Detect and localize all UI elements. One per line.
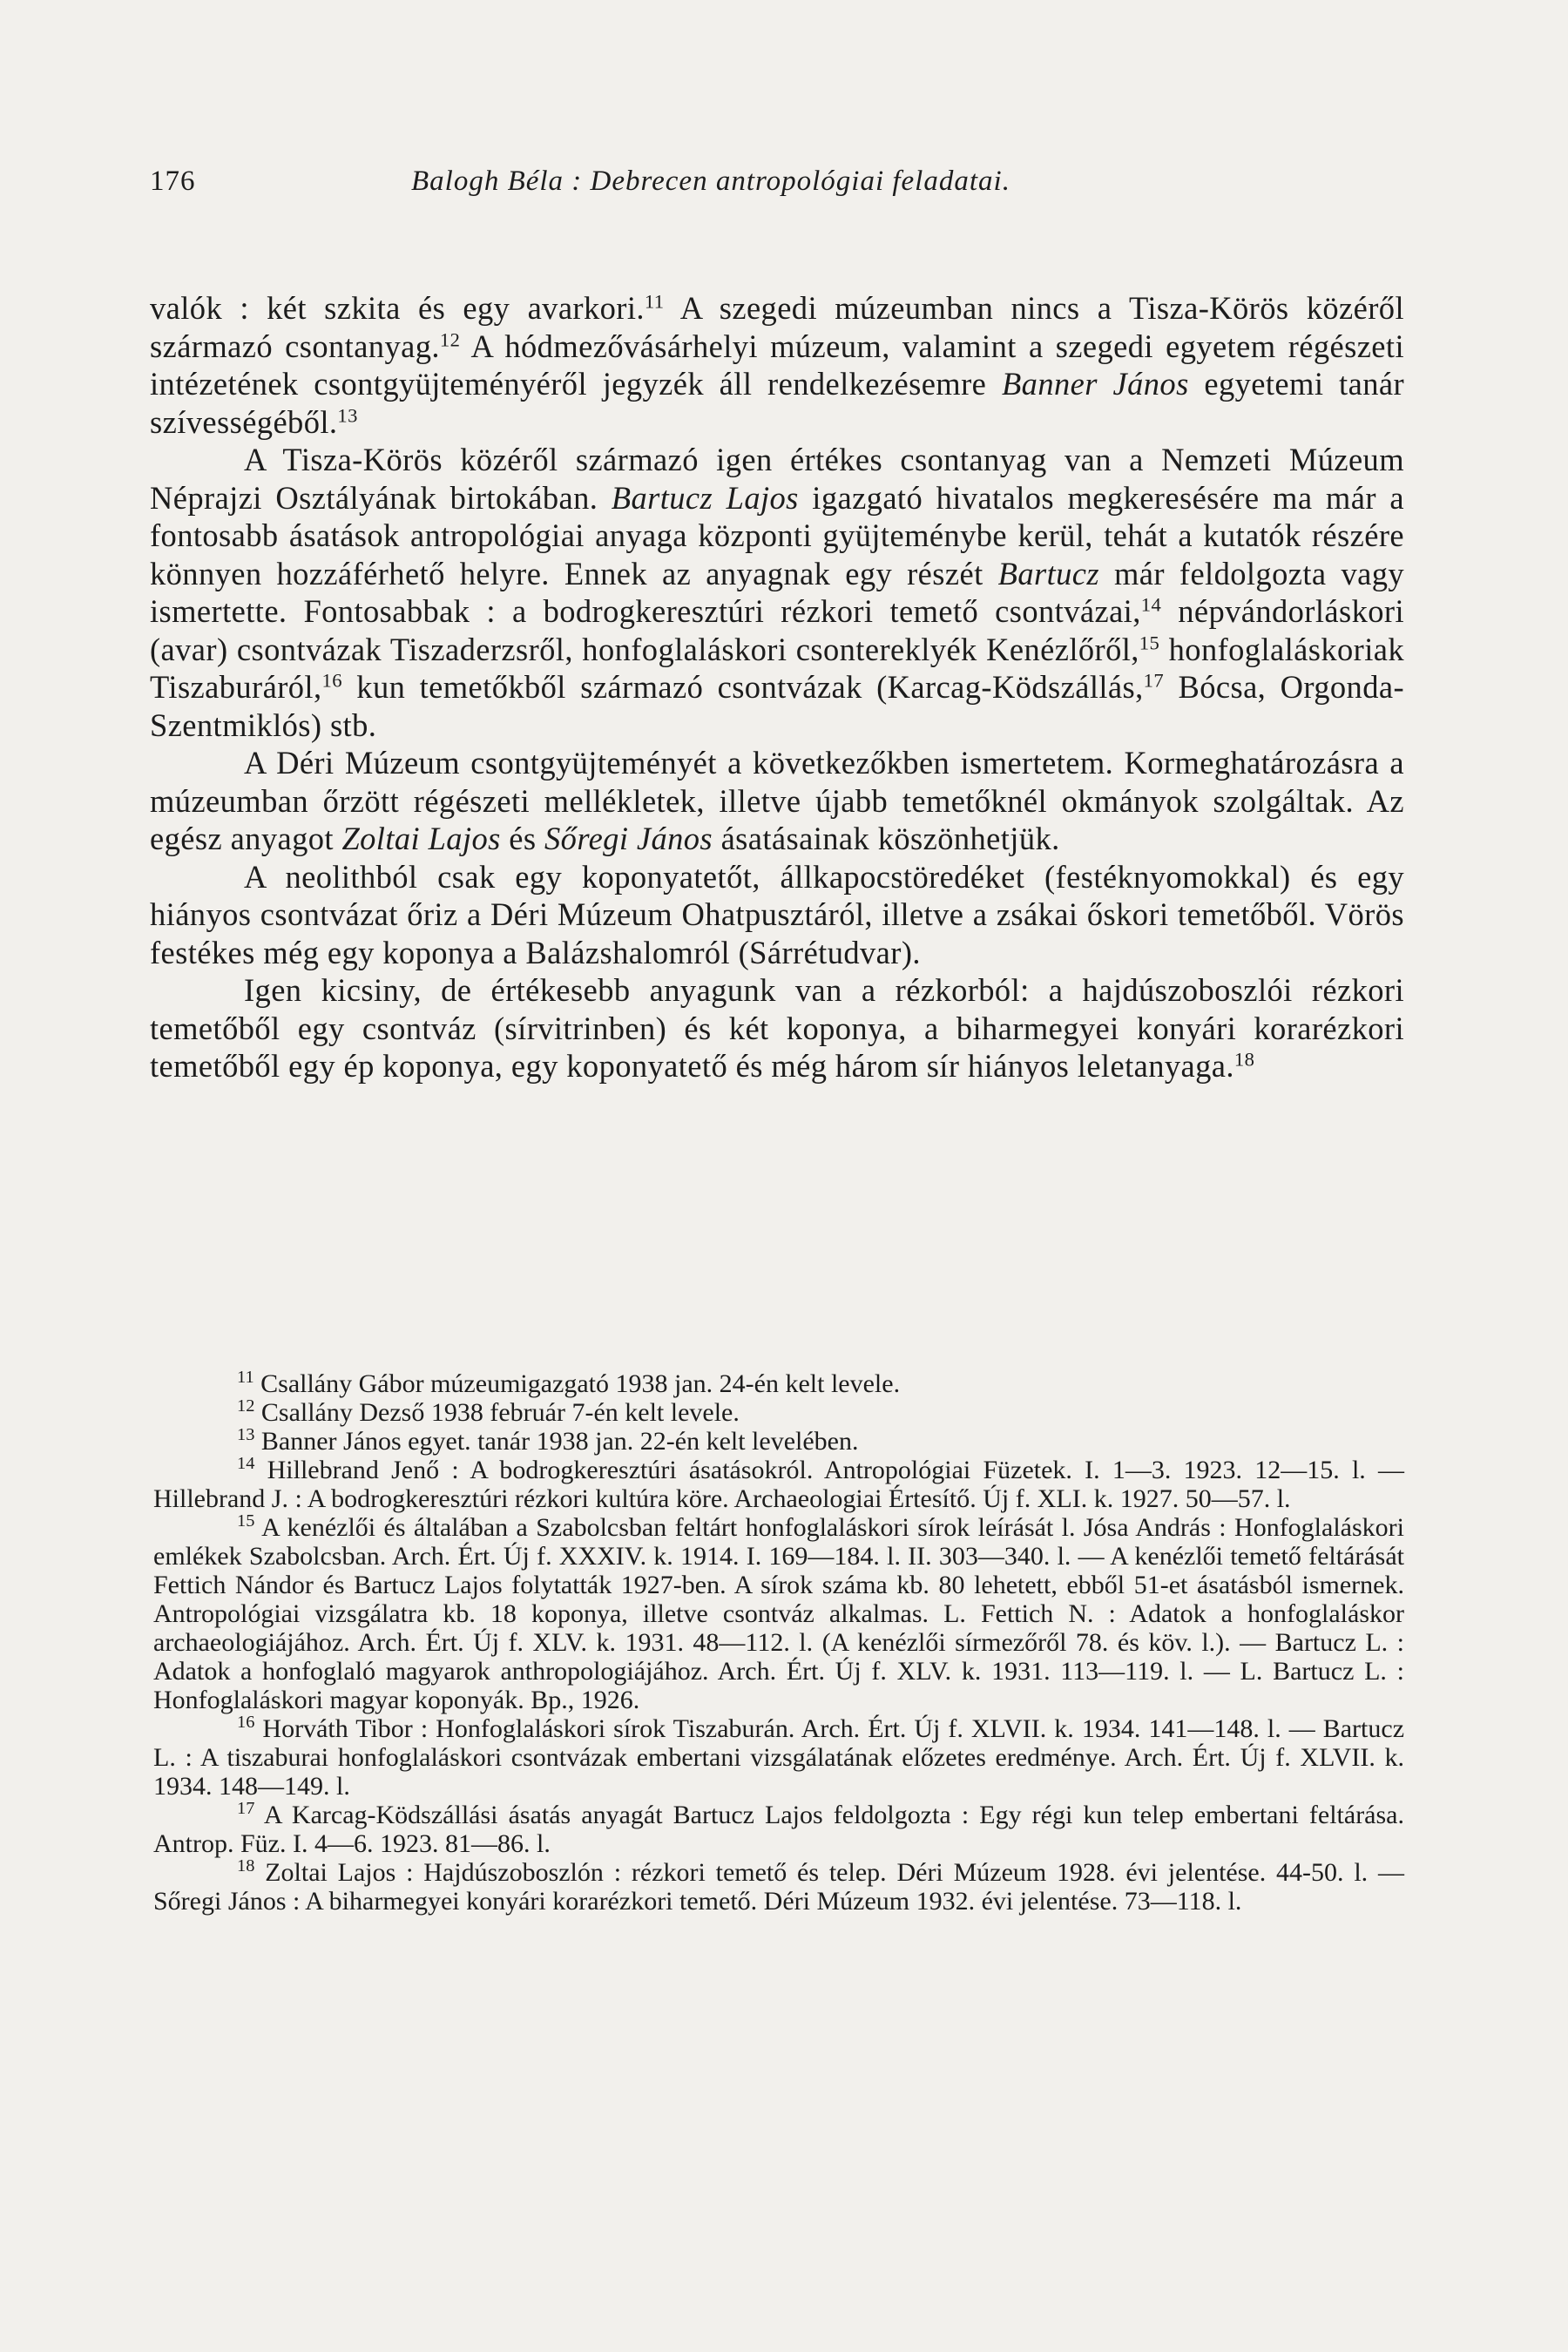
footnote-text: Horváth Tibor : Honfoglaláskori sírok Tiszaburán. Arch. Ért. Új f. XLVII. k. 1934. 141—148. l. — Bartucz L. : A tiszaburai honfoglaláskori csontvázak embertani vizsgálatának előzetes eredménye. Arch. Ért. Új f. XLVII. k. 1934. 148—149. l.: [153, 1714, 1405, 1801]
footnote-ref: 15: [1139, 632, 1160, 654]
text-run: honfoglaláskoriak Tiszaburáról,: [150, 631, 1404, 705]
page-header: [150, 166, 1413, 209]
footnote-text: A Karcag-Ködszállási ásatás anyagát Bartucz Lajos feldolgozta : Egy régi kun telep embertani feltárása. Antrop. Füz. I. 4—6. 1923. 81—86. l.: [153, 1801, 1404, 1858]
text-run: Igen kicsiny, de értékesebb anyagunk van a rézkorból: a hajdúszoboszlói rézkori temetőből egy csontváz (sírvitrinben) és két koponya, a biharmegyei konyári korarézkori temetőből egy ép koponya, egy koponyatető és még három sír hiányos leletanyaga.: [150, 972, 1404, 1084]
paragraph: [150, 971, 1404, 1085]
paragraph: A neolithból csak egy koponyatetőt, állkapocstöredéket (festéknyomokkal) és egy hiányos csontvázat őriz a Déri Múzeum Ohatpusztáról, illetve a zsákai őskori temetőből. Vörös festékes még egy koponya a Balázshalomról (Sárrétudvar).: [150, 858, 1404, 970]
footnote-text: Csallány Dezső 1938 február 7-én kelt levele.: [260, 1398, 740, 1427]
footnote-ref: 13: [337, 404, 358, 427]
text-run: A Tisza-Körös közéről származó igen értékes csontanyag van a Nemzeti Múzeum Néprajzi Osztályának birtokában.: [150, 442, 1404, 516]
footnote-text: Banner János egyet. tanár 1938 jan. 22-én kelt levelében.: [260, 1427, 859, 1456]
footnote-number: 18: [237, 1855, 255, 1876]
footnote-number: 13: [237, 1424, 255, 1444]
text-run: A hódmezővásárhelyi múzeum, valamint a szegedi egyetem régészeti intézetének csontgyüjteményéről jegyzék áll rendelkezésemre: [150, 328, 1404, 402]
footnote: [153, 1453, 1405, 1513]
person-name: Banner János: [1001, 366, 1189, 402]
footnote-number: 15: [237, 1511, 255, 1531]
footnote-number: 17: [237, 1798, 255, 1818]
footnote: [153, 1855, 1404, 1916]
footnote-number: 16: [237, 1712, 255, 1732]
text-run: egyetemi tanár szívességéből.: [150, 366, 1405, 440]
text-run: népvándorláskori (avar) csontvázak Tiszaderzsről, honfoglaláskori csontereklyék Kenézlőről,: [150, 593, 1404, 667]
text-run: A szegedi múzeumban nincs a Tisza-Körös közéről származó csontanyag.: [150, 290, 1404, 364]
paragraph: [150, 289, 1404, 441]
footnote: [153, 1513, 1404, 1714]
footnote-text: Hillebrand Jenő : A bodrogkeresztúri ásatásokról. Antropológiai Füzetek. I. 1—3. 1923. 12—15. l. — Hillebrand J. : A bodrogkeresztúri rézkori kultúra köre. Archaeologiai Értesítő. Új f. XLI. k. 1927. 50—57. l.: [153, 1456, 1405, 1513]
footnote-ref: 16: [321, 669, 342, 692]
footnote-number: 12: [237, 1396, 255, 1416]
footnote-ref: 11: [644, 290, 665, 313]
person-name: Bartucz Lajos: [611, 479, 799, 516]
text-run: ásatásainak köszönhetjük.: [713, 821, 1060, 856]
person-name: Zoltai Lajos: [341, 821, 501, 856]
footnote-text: Zoltai Lajos : Hajdúszoboszlón : rézkori temető és telep. Déri Múzeum 1928. évi jelentése. 44-50. l. — Sőregi János : A biharmegyei konyári korarézkori temető. Déri Múzeum 1932. évi jelentése. 73—118. l.: [153, 1858, 1404, 1916]
paragraph: [150, 744, 1404, 858]
footnote-ref: 14: [1140, 593, 1162, 616]
footnote-ref: 12: [439, 328, 461, 351]
text-run: és: [500, 821, 545, 856]
footnote-ref: 17: [1143, 669, 1165, 692]
running-title: Balogh Béla : Debrecen antropológiai feladatai.: [411, 166, 1010, 197]
footnote-text: Csallány Gábor múzeumigazgató 1938 jan. 24-én kelt levele.: [260, 1369, 901, 1398]
text-run: valók : két szkita és egy avarkori.: [150, 290, 645, 326]
text-run: Bócsa, Orgonda-Szentmiklós) stb.: [150, 669, 1404, 743]
paragraph: [150, 441, 1404, 744]
footnotes: [153, 1369, 1404, 1916]
text-run: kun temetőkből származó csontvázak (Karcag-Ködszállás,: [341, 669, 1144, 705]
text-run: már feldolgozta vagy ismertette. Fontosabbak : a bodrogkeresztúri rézkori temető csontvázai,: [150, 555, 1404, 629]
footnote: [153, 1369, 1404, 1398]
footnote-ref: 18: [1233, 1048, 1255, 1071]
footnote: [153, 1714, 1404, 1801]
footnote-number: 14: [237, 1453, 255, 1473]
page-number: 176: [150, 166, 196, 197]
main-text: [150, 289, 1404, 1085]
footnote: [153, 1798, 1404, 1858]
footnote: [153, 1424, 1404, 1456]
person-name: Bartucz: [997, 555, 1099, 591]
footnote-text: A kenézlői és általában a Szabolcsban feltárt honfoglaláskori sírok leírását l. Jósa András : Honfoglaláskori emlékek Szabolcsban. Arch. Ért. Új f. XXXIV. k. 1914. I. 169—184. l. II. 303—340. l. — A kenézlői temető feltárását Fettich Nándor és Bartucz Lajos folytatták 1927-ben. A sírok száma kb. 80 lehetett, ebből 51-et ásatásból ismernek. Antropológiai vizsgálatra kb. 18 koponya, illetve csontváz alkalmas. L. Fettich N. : Adatok a honfoglaláskor archaeologiájához. Arch. Ért. Új f. XLV. k. 1931. 48—112. l. (A kenézlői sírmezőről 78. és köv. l.). — Bartucz L. : Adatok a honfoglaló magyarok anthropologiájához. Arch. Ért. Új f. XLV. k. 1931. 113—119. l. — L. Bartucz L. : Honfoglaláskori magyar koponyák. Bp., 1926.: [153, 1513, 1404, 1714]
text-run: A Déri Múzeum csontgyüjteményét a következőkben ismertetem. Kormeghatározásra a múzeumban őrzött régészeti mellékletek, illetve újabb temetőknél okmányok szolgáltak. Az egész anyagot: [150, 745, 1404, 856]
footnote-number: 11: [237, 1367, 254, 1387]
person-name: Sőregi János: [544, 821, 713, 856]
text-run: igazgató hivatalos megkeresésére ma már a fontosabb ásatások antropológiai anyaga központi gyüjteménybe kerül, tehát a kutatók részére könnyen hozzáférhető helyre. Ennek az anyagnak egy részét: [150, 479, 1404, 591]
footnote: [153, 1398, 1404, 1427]
